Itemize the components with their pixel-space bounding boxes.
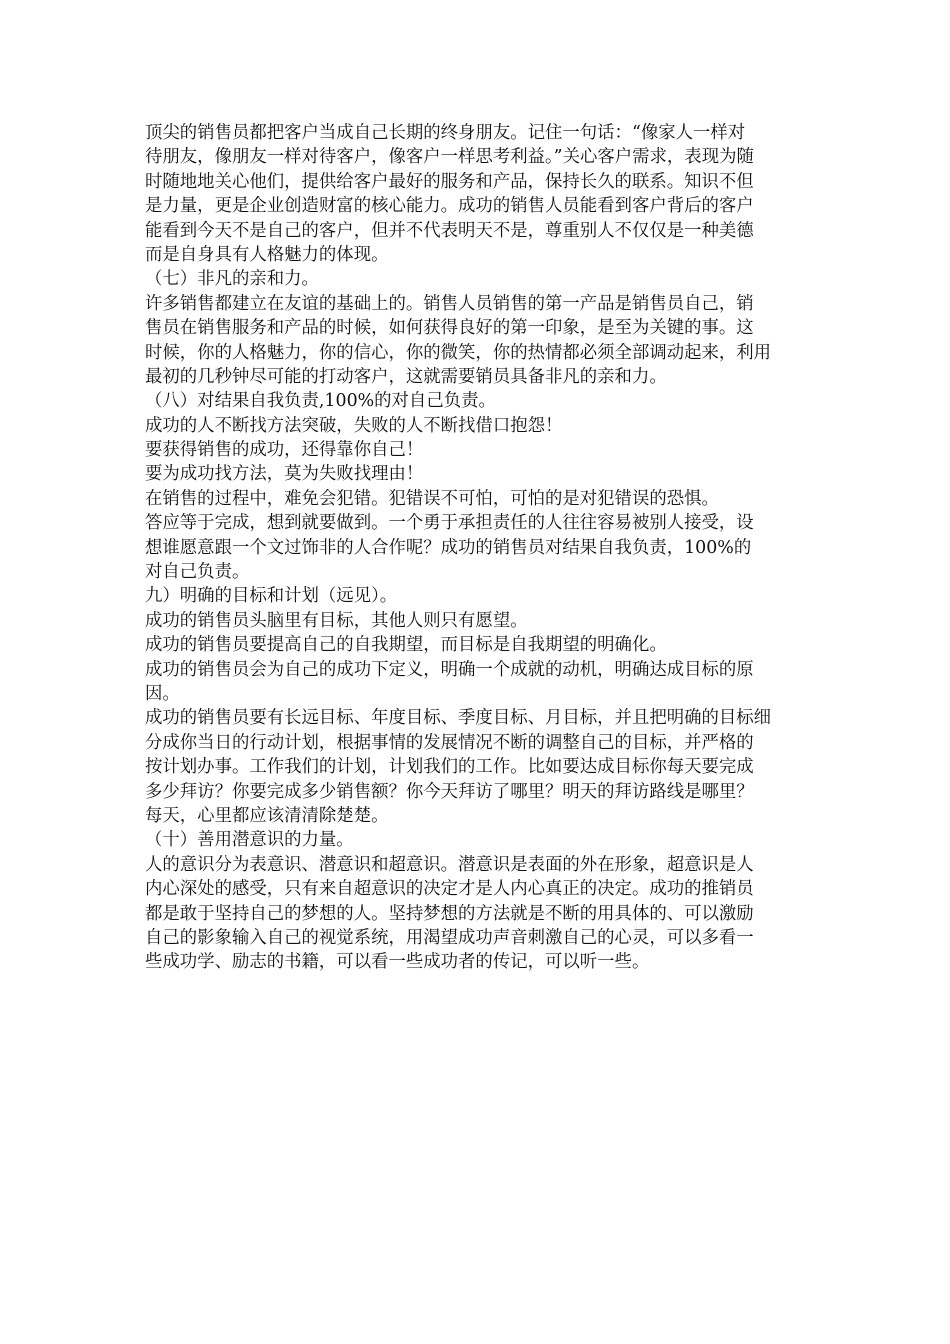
text-line: 能看到今天不是自己的客户，但并不代表明天不是，尊重别人不仅仅是一种美德 <box>145 220 754 241</box>
text-line: 成功的销售员头脑里有目标，其他人则只有愿望。 <box>145 610 528 631</box>
text-line: 时候，你的人格魅力，你的信心，你的微笑，你的热情都必须全部调动起来，利用 <box>145 342 772 363</box>
text-line: 每天，心里都应该清清除楚楚。 <box>145 805 389 826</box>
text-line: 答应等于完成，想到就要做到。一个勇于承担责任的人往往容易被别人接受，设 <box>145 513 754 534</box>
section-heading-10: （十）善用潜意识的力量。 <box>145 830 354 851</box>
text-line: 售员在销售服务和产品的时候，如何获得良好的第一印象，是至为关键的事。这 <box>145 318 754 339</box>
text-line: 成功的销售员会为自己的成功下定义，明确一个成就的动机，明确达成目标的原 <box>145 659 754 680</box>
text-line: 而是自身具有人格魅力的体现。 <box>145 244 389 265</box>
text-line: 多少拜访？你要完成多少销售额？你今天拜访了哪里？明天的拜访路线是哪里？ <box>145 781 754 802</box>
text-line: 要获得销售的成功，还得靠你自己！ <box>145 440 424 461</box>
text-line: 想谁愿意跟一个文过饰非的人合作呢？成功的销售员对结果自我负责，100%的 <box>145 537 752 558</box>
text-line: 在销售的过程中，难免会犯错。犯错误不可怕，可怕的是对犯错误的恐惧。 <box>145 488 719 509</box>
text-line: 都是敢于坚持自己的梦想的人。坚持梦想的方法就是不断的用具体的、可以激励 <box>145 903 754 924</box>
text-line: 自己的影象输入自己的视觉系统，用渴望成功声音刺激自己的心灵，可以多看一 <box>145 927 754 948</box>
section-heading-7: （七）非凡的亲和力。 <box>145 269 319 290</box>
text-line: 因。 <box>145 683 180 704</box>
text-line: 是力量，更是企业创造财富的核心能力。成功的销售人员能看到客户背后的客户 <box>145 196 754 217</box>
section-heading-9: 九）明确的目标和计划（远见）。 <box>145 586 398 607</box>
text-line: 成功的人不断找方法突破，失败的人不断找借口抱怨！ <box>145 415 563 436</box>
text-line: 最初的几秒钟尽可能的打动客户，这就需要销员具备非凡的亲和力。 <box>145 366 667 387</box>
text-line: 按计划办事。工作我们的计划，计划我们的工作。比如要达成目标你每天要完成 <box>145 757 754 778</box>
text-line: 内心深处的感受，只有来自超意识的决定才是人内心真正的决定。成功的推销员 <box>145 879 754 900</box>
text-line: 成功的销售员要提高自己的自我期望，而目标是自我期望的明确化。 <box>145 635 667 656</box>
text-line: 人的意识分为表意识、潜意识和超意识。潜意识是表面的外在形象，超意识是人 <box>145 854 754 875</box>
document-body <box>145 121 825 975</box>
text-line: 时随地地关心他们，提供给客户最好的服务和产品，保持长久的联系。知识不但 <box>145 171 754 192</box>
text-line: 要为成功找方法，莫为失败找理由！ <box>145 464 424 485</box>
text-line: 对自己负责。 <box>145 562 250 583</box>
text-line: 许多销售都建立在友谊的基础上的。销售人员销售的第一产品是销售员自己，销 <box>145 293 754 314</box>
text-line: 些成功学、励志的书籍，可以看一些成功者的传记，可以听一些。 <box>145 952 650 973</box>
text-line: 顶尖的销售员都把客户当成自己长期的终身朋友。记住一句话：“像家人一样对 <box>145 123 746 143</box>
section-heading-8: （八）对结果自我负责,100%的对自己负责。 <box>145 391 496 412</box>
text-line: 分成你当日的行动计划，根据事情的发展情况不断的调整自己的目标，并严格的 <box>145 732 754 753</box>
text-line: 成功的销售员要有长远目标、年度目标、季度目标、月目标，并且把明确的目标细 <box>145 708 772 729</box>
text-line: 待朋友，像朋友一样对待客户，像客户一样思考利益。”关心客户需求，表现为随 <box>145 147 754 168</box>
